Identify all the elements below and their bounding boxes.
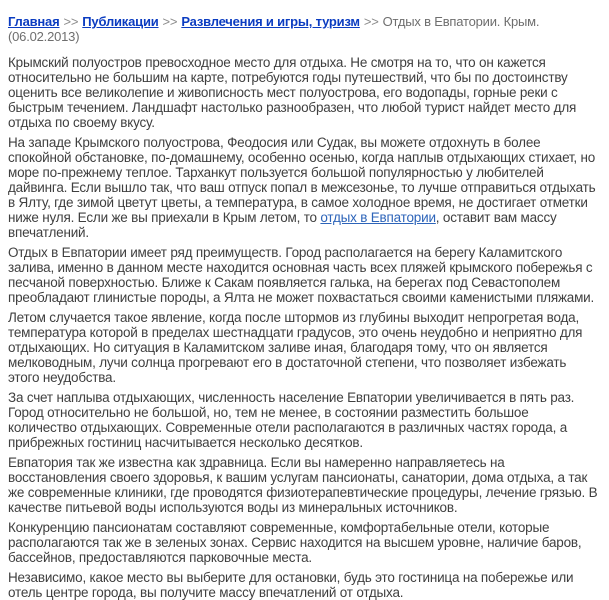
breadcrumb-link-publications[interactable]: Публикации — [82, 14, 159, 29]
yevpatoria-rest-link[interactable]: отдых в Евпатории — [320, 210, 436, 225]
breadcrumb-separator: >> — [363, 14, 379, 29]
article — [8, 55, 600, 600]
breadcrumb-separator: >> — [63, 14, 79, 29]
paragraph-water-temperature: Летом случается такое явление, когда после штормов из глубины выходит непрогретая вода, температура которой в пределах шестнадцати градусов, это очень неудобно и неприятно для отдыхающих. Но ситуация в Каламитском заливе иная, благодаря тому, что он является мелководным, лучи солнца прогревают его в достаточной степени, что позволяет избежать этого неудобства. — [8, 310, 583, 385]
paragraph-conclusion: Независимо, какое место вы выберите для остановки, будь это гостиница на побережье или отель центре города, вы получите массу впечатлений от отдыха. — [8, 570, 574, 600]
breadcrumb-current-page: Отдых в Евпатории. Крым. (06.02.2013) — [8, 14, 540, 44]
paragraph-health-resort: Евпатория так же известна как здравница. Если вы намеренно направляетесь на восстановления своего здоровья, к вашим услугам пансионаты, санатории, дома отдыха, а так же современные клиники, где проводятся физиотерапевтические процедуры, лечение грязью. В качестве питьевой воды используются воды из минеральных источников. — [8, 455, 598, 515]
paragraph-west-crimea-text-after: , оставит вам массу впечатлений. — [8, 210, 557, 240]
paragraph-west-crimea-text-before: На западе Крымского полуострова, Феодосия или Судак, вы можете отдохнуть в более спокойной обстановке, по-домашнему, особенно осенью, когда наплыв отдыхающих стихает, но море по-прежнему теплое. Тарханкут пользуется большой популярностью у любителей дайвинга. Если вышло так, что ваш отпуск попал в межсезонье, то лучше отправиться отдыхать в Ялту, где зимой цветут цветы, а температура, в самое холодное время, не достигает отметки ниже нуля. Если же вы приехали в Крым летом, то — [8, 135, 596, 225]
paragraph-west-crimea — [8, 135, 600, 240]
paragraph-hotel-competition: Конкуренцию пансионатам составляют современные, комфортабельные отели, которые располагаются так же в зеленых зонах. Сервис находится на высшем уровне, наличие баров, бассейнов, предоставляются парковочные места. — [8, 520, 582, 565]
paragraph-intro-crimea: Крымский полуостров превосходное место для отдыха. Не смотря на то, что он кажется относительно не большим на карте, потребуются годы путешествий, что бы по достоинству оценить все великолепие и живописность мест полуострова, его водопады, горные реки с быстрым течением. Ландшафт настолько разнообразен, что любой турист найдет место для отдыха по своему вкусу. — [8, 55, 577, 130]
breadcrumb-link-home[interactable]: Главная — [8, 14, 60, 29]
breadcrumb-link-entertainment-tourism[interactable]: Развлечения и игры, туризм — [181, 14, 360, 29]
paragraph-population-hotels: За счет наплыва отдыхающих, численность население Евпатории увеличивается в пять раз. Город относительно не большой, но, тем не менее, в состоянии разместить большое количество отдыхающих. Современные отели располагаются в различных частях города, а прибрежных гостиниц насчитывается несколько десятков. — [8, 390, 575, 450]
paragraph-advantages-beaches: Отдых в Евпатории имеет ряд преимуществ. Город располагается на берегу Каламитского залива, именно в данном месте находится основная часть всех пляжей крымского побережья с песчаной поверхностью. Ближе к Сакам появляется галька, на берегах под Севастополем преобладают глинистые породы, а Ялта не может похвастаться своими каменистыми пляжами. — [8, 245, 595, 305]
breadcrumb-separator: >> — [162, 14, 178, 29]
breadcrumb — [8, 14, 600, 44]
